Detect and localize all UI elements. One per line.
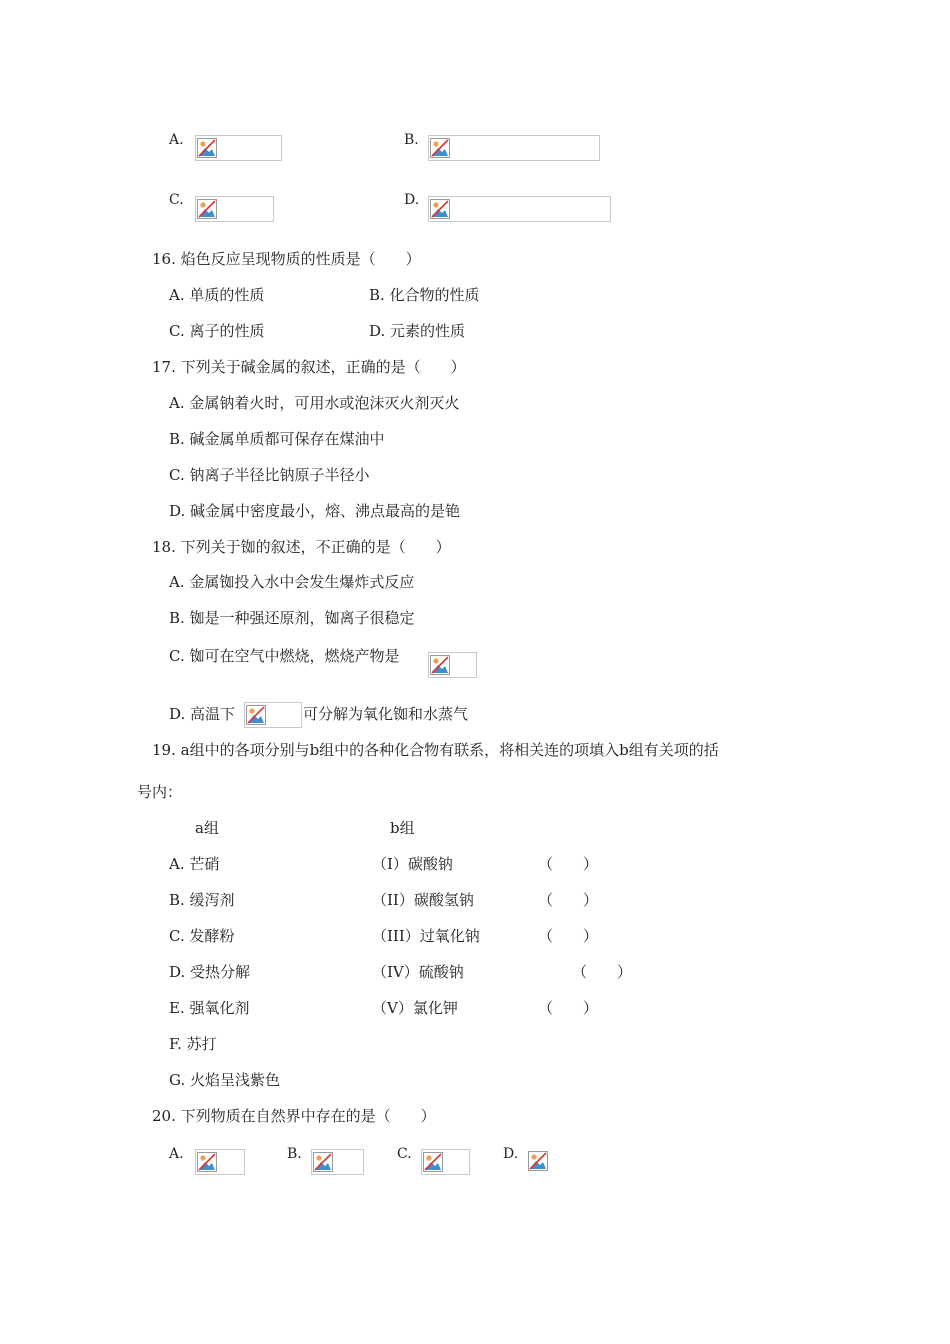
q20-option-a-image [195, 1149, 245, 1175]
q15-option-c-image [195, 196, 274, 222]
q19-b-item-label: （IV）硫酸钠 [372, 963, 464, 981]
q19-b-item-label: （II）碳酸氢钠 [372, 891, 474, 909]
q19-stem-line2: 号内： [137, 783, 183, 801]
q16-option-a: A. 单质的性质 [169, 286, 265, 304]
q19-b-item-blank[interactable]: （ ） [538, 999, 599, 1017]
broken-image-icon [528, 1151, 548, 1171]
broken-image-icon [423, 1152, 443, 1172]
q19-a-item: E. 强氧化剂 [169, 999, 250, 1017]
broken-image-icon [197, 199, 217, 219]
q19-a-item: G. 火焰呈浅紫色 [169, 1071, 280, 1089]
q18-stem: 18. 下列关于铷的叙述，不正确的是（ ） [152, 538, 451, 556]
q18-option-b: B. 铷是一种强还原剂，铷离子很稳定 [169, 609, 415, 627]
q18-option-c: C. 铷可在空气中燃烧，燃烧产物是 [169, 647, 400, 665]
q19-stem-line1: 19. a组中的各项分别与b组中的各种化合物有联系，将相关连的项填入b组有关项的括 [152, 741, 719, 759]
broken-image-icon [246, 705, 266, 725]
q16-option-d: D. 元素的性质 [369, 322, 466, 340]
q17-option-d: D. 碱金属中密度最小，熔、沸点最高的是铯 [169, 502, 461, 520]
q15-option-a-letter: A. [169, 132, 184, 148]
q15-option-b-letter: B. [404, 132, 419, 148]
broken-image-icon [430, 138, 450, 158]
q20-option-c-letter: C. [397, 1146, 412, 1162]
broken-image-icon [197, 138, 217, 158]
q18-option-c-image [428, 652, 477, 678]
q19-col-a-header: a组 [195, 819, 219, 837]
q19-a-item: D. 受热分解 [169, 963, 251, 981]
q19-b-item-label: （V）氯化钾 [372, 999, 458, 1017]
q15-option-d-letter: D. [404, 192, 420, 208]
q19-b-item-label: （I）碳酸钠 [372, 855, 453, 873]
q19-col-b-header: b组 [390, 819, 415, 837]
q16-stem: 16. 焰色反应呈现物质的性质是（ ） [152, 250, 421, 268]
q18-option-d-image [244, 702, 302, 728]
q20-option-d-letter: D. [503, 1146, 519, 1162]
q20-option-d-image [527, 1149, 551, 1175]
q17-option-a: A. 金属钠着火时，可用水或泡沫灭火剂灭火 [169, 394, 460, 412]
q15-option-a-image [195, 135, 282, 161]
q19-b-item-blank[interactable]: （ ） [572, 963, 633, 981]
q19-b-item-blank[interactable]: （ ） [538, 927, 599, 945]
broken-image-icon [430, 199, 450, 219]
q15-option-b-image [428, 135, 600, 161]
q19-a-item: A. 芒硝 [169, 855, 220, 873]
q20-option-c-image [421, 1149, 470, 1175]
broken-image-icon [197, 1152, 217, 1172]
broken-image-icon [430, 655, 450, 675]
q20-option-b-letter: B. [287, 1146, 302, 1162]
q15-option-d-image [428, 196, 611, 222]
q18-option-d-prefix: D. 高温下 [169, 705, 236, 723]
q20-option-a-letter: A. [169, 1146, 184, 1162]
q20-option-b-image [311, 1149, 364, 1175]
q18-option-d-suffix: 可分解为氧化铷和水蒸气 [303, 705, 469, 723]
q16-option-c: C. 离子的性质 [169, 322, 265, 340]
q19-b-item-blank[interactable]: （ ） [538, 891, 599, 909]
q19-b-item-blank[interactable]: （ ） [538, 855, 599, 873]
q17-option-c: C. 钠离子半径比钠原子半径小 [169, 466, 370, 484]
q19-a-item: C. 发酵粉 [169, 927, 235, 945]
q19-b-item-label: （III）过氧化钠 [372, 927, 480, 945]
q16-option-b: B. 化合物的性质 [369, 286, 480, 304]
q20-stem: 20. 下列物质在自然界中存在的是（ ） [152, 1107, 436, 1125]
q15-option-c-letter: C. [169, 192, 184, 208]
q18-option-a: A. 金属铷投入水中会发生爆炸式反应 [169, 573, 415, 591]
q19-a-item: F. 苏打 [169, 1035, 217, 1053]
q19-a-item: B. 缓泻剂 [169, 891, 235, 909]
broken-image-icon [313, 1152, 333, 1172]
q17-stem: 17. 下列关于碱金属的叙述，正确的是（ ） [152, 358, 466, 376]
q17-option-b: B. 碱金属单质都可保存在煤油中 [169, 430, 385, 448]
